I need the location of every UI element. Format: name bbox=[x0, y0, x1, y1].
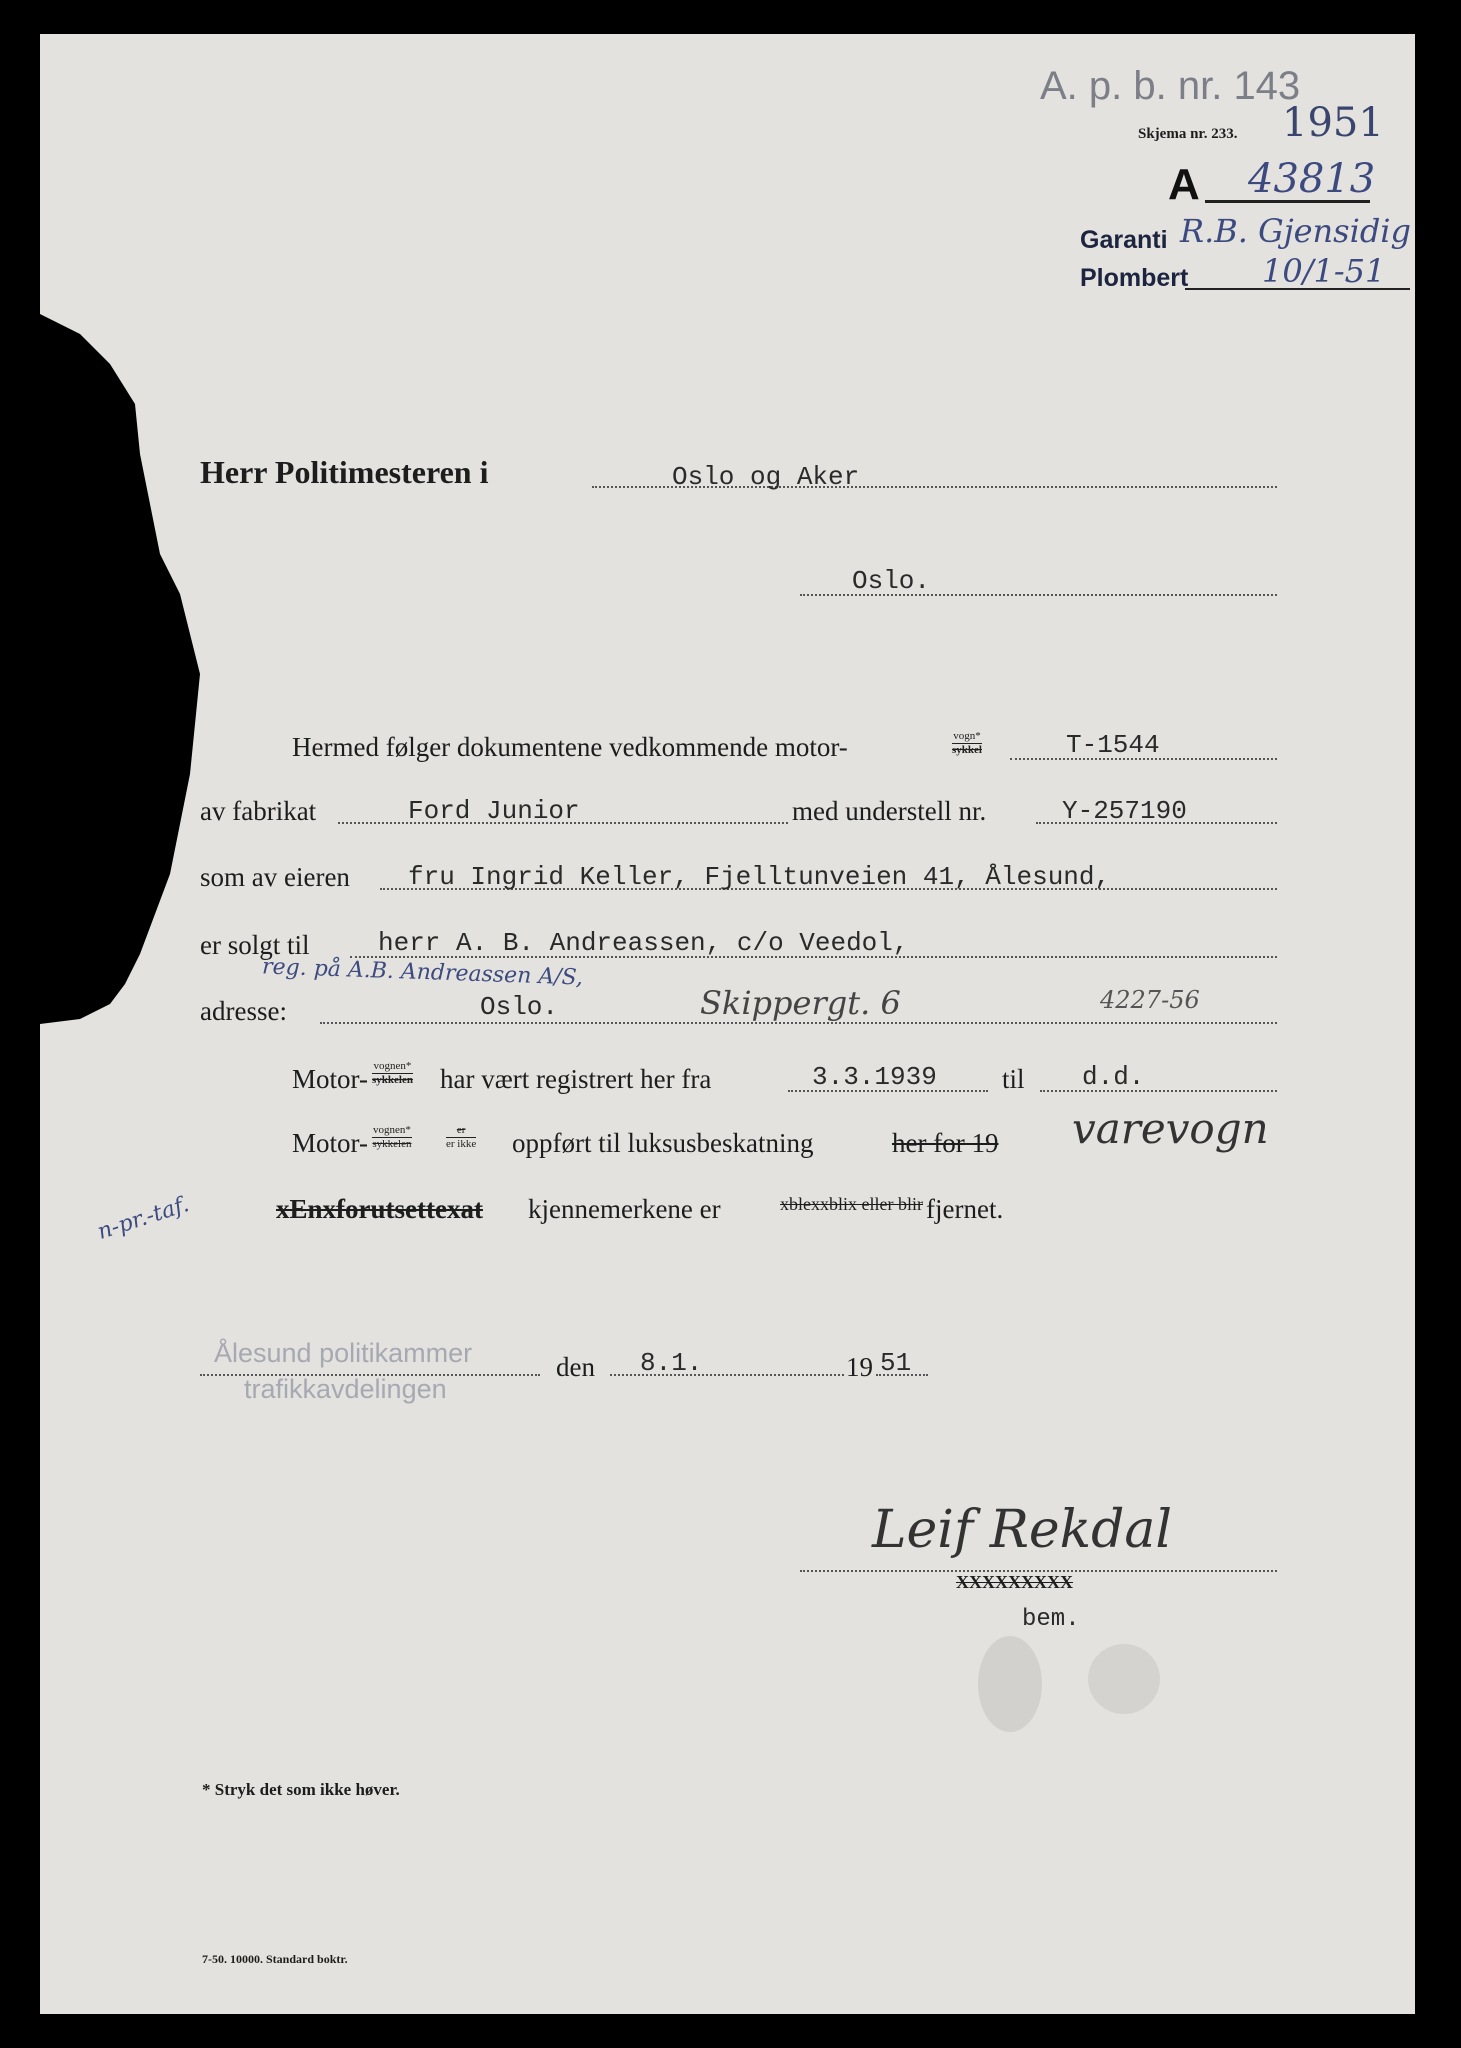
line2-label: av fabrikat bbox=[200, 796, 317, 826]
stain-right bbox=[1088, 1644, 1160, 1714]
chassis-number: Y-257190 bbox=[1062, 796, 1187, 826]
luxury-tax-handwritten: varevogn bbox=[1072, 1104, 1269, 1153]
line3-label: som av eieren bbox=[200, 862, 350, 892]
garanti-label: Garanti bbox=[1080, 226, 1168, 254]
line7-label-a: Motor- bbox=[292, 1128, 368, 1158]
line7-fraction-1: vognen* sykkelen bbox=[372, 1124, 412, 1150]
plombert-label: Plombert bbox=[1080, 264, 1189, 292]
line8-struck-a: xEnxforutsettexat bbox=[276, 1194, 483, 1224]
stain-left bbox=[978, 1636, 1042, 1732]
line6-label-a: Motor- bbox=[292, 1064, 368, 1094]
buyer-phone-handwritten: 4227-56 bbox=[1100, 986, 1200, 1014]
line5-label: adresse: bbox=[200, 996, 287, 1026]
registered-from-date: 3.3.1939 bbox=[812, 1062, 937, 1092]
buyer-handwritten-note: reg. på A.B. Andreassen A/S, bbox=[261, 954, 584, 991]
line1-label: Hermed følger dokumentene vedkommende motor- bbox=[292, 732, 848, 762]
plombert-value: 10/1-51 bbox=[1262, 252, 1386, 290]
police-city: Oslo. bbox=[852, 566, 931, 596]
line8-struck-b: xblexxblix eller blir bbox=[780, 1194, 923, 1214]
buyer-address-typed: Oslo. bbox=[480, 992, 559, 1022]
line7-struck: her for 19 bbox=[892, 1128, 999, 1158]
apb-number-stamp: A. p. b. nr. 143 bbox=[1040, 64, 1301, 108]
a-number: 43813 bbox=[1248, 156, 1376, 202]
line1-fraction: vogn* sykkel bbox=[952, 730, 982, 756]
registration-number: T-1544 bbox=[1066, 730, 1160, 760]
line7-label-b: oppført til luksusbeskatning bbox=[512, 1128, 814, 1158]
document-date: 8.1. bbox=[640, 1348, 703, 1378]
line6-label-b: har vært registrert her fra bbox=[440, 1064, 712, 1094]
registered-to-date: d.d. bbox=[1082, 1062, 1145, 1092]
vehicle-make: Ford Junior bbox=[408, 796, 580, 826]
year-prefix: 19 bbox=[846, 1352, 873, 1382]
address-heading: Herr Politimesteren i bbox=[200, 454, 489, 490]
garanti-value: R.B. Gjensidig bbox=[1180, 212, 1412, 250]
year-suffix: 51 bbox=[880, 1348, 912, 1378]
printer-note: 7-50. 10000. Standard boktr. bbox=[202, 1952, 348, 1966]
struck-title: XXXXXXXXX bbox=[956, 1572, 1073, 1592]
stamp-line-2: trafikkavdelingen bbox=[244, 1374, 447, 1404]
line2-mid: med understell nr. bbox=[792, 796, 987, 826]
stamp-line-1: Ålesund politikammer bbox=[214, 1338, 473, 1368]
signature: Leif Rekdal bbox=[872, 1500, 1173, 1560]
line4-label: er solgt til bbox=[200, 930, 310, 960]
margin-note: n-pr.-taf. bbox=[94, 1192, 193, 1245]
den-label: den bbox=[556, 1352, 595, 1382]
form-number: Skjema nr. 233. bbox=[1138, 126, 1238, 142]
line7-fraction-2: er er ikke bbox=[446, 1124, 477, 1150]
buyer-address-handwritten: Skippergt. 6 bbox=[700, 984, 901, 1022]
previous-owner: fru Ingrid Keller, Fjelltunveien 41, Ålesund, bbox=[408, 862, 1111, 892]
line8-end: fjernet. bbox=[926, 1194, 1004, 1224]
line6-til: til bbox=[1002, 1064, 1025, 1094]
line8-mid: kjennemerkene er bbox=[528, 1194, 721, 1224]
a-number-prefix: A bbox=[1168, 160, 1200, 209]
police-district: Oslo og Aker bbox=[672, 462, 860, 492]
buyer: herr A. B. Andreassen, c/o Veedol, bbox=[378, 928, 909, 958]
line6-fraction: vognen* sykkelen bbox=[372, 1060, 413, 1086]
signer-title: bem. bbox=[1022, 1606, 1080, 1633]
apb-year: 1951 bbox=[1282, 100, 1384, 146]
footnote: * Stryk det som ikke høver. bbox=[202, 1780, 400, 1799]
